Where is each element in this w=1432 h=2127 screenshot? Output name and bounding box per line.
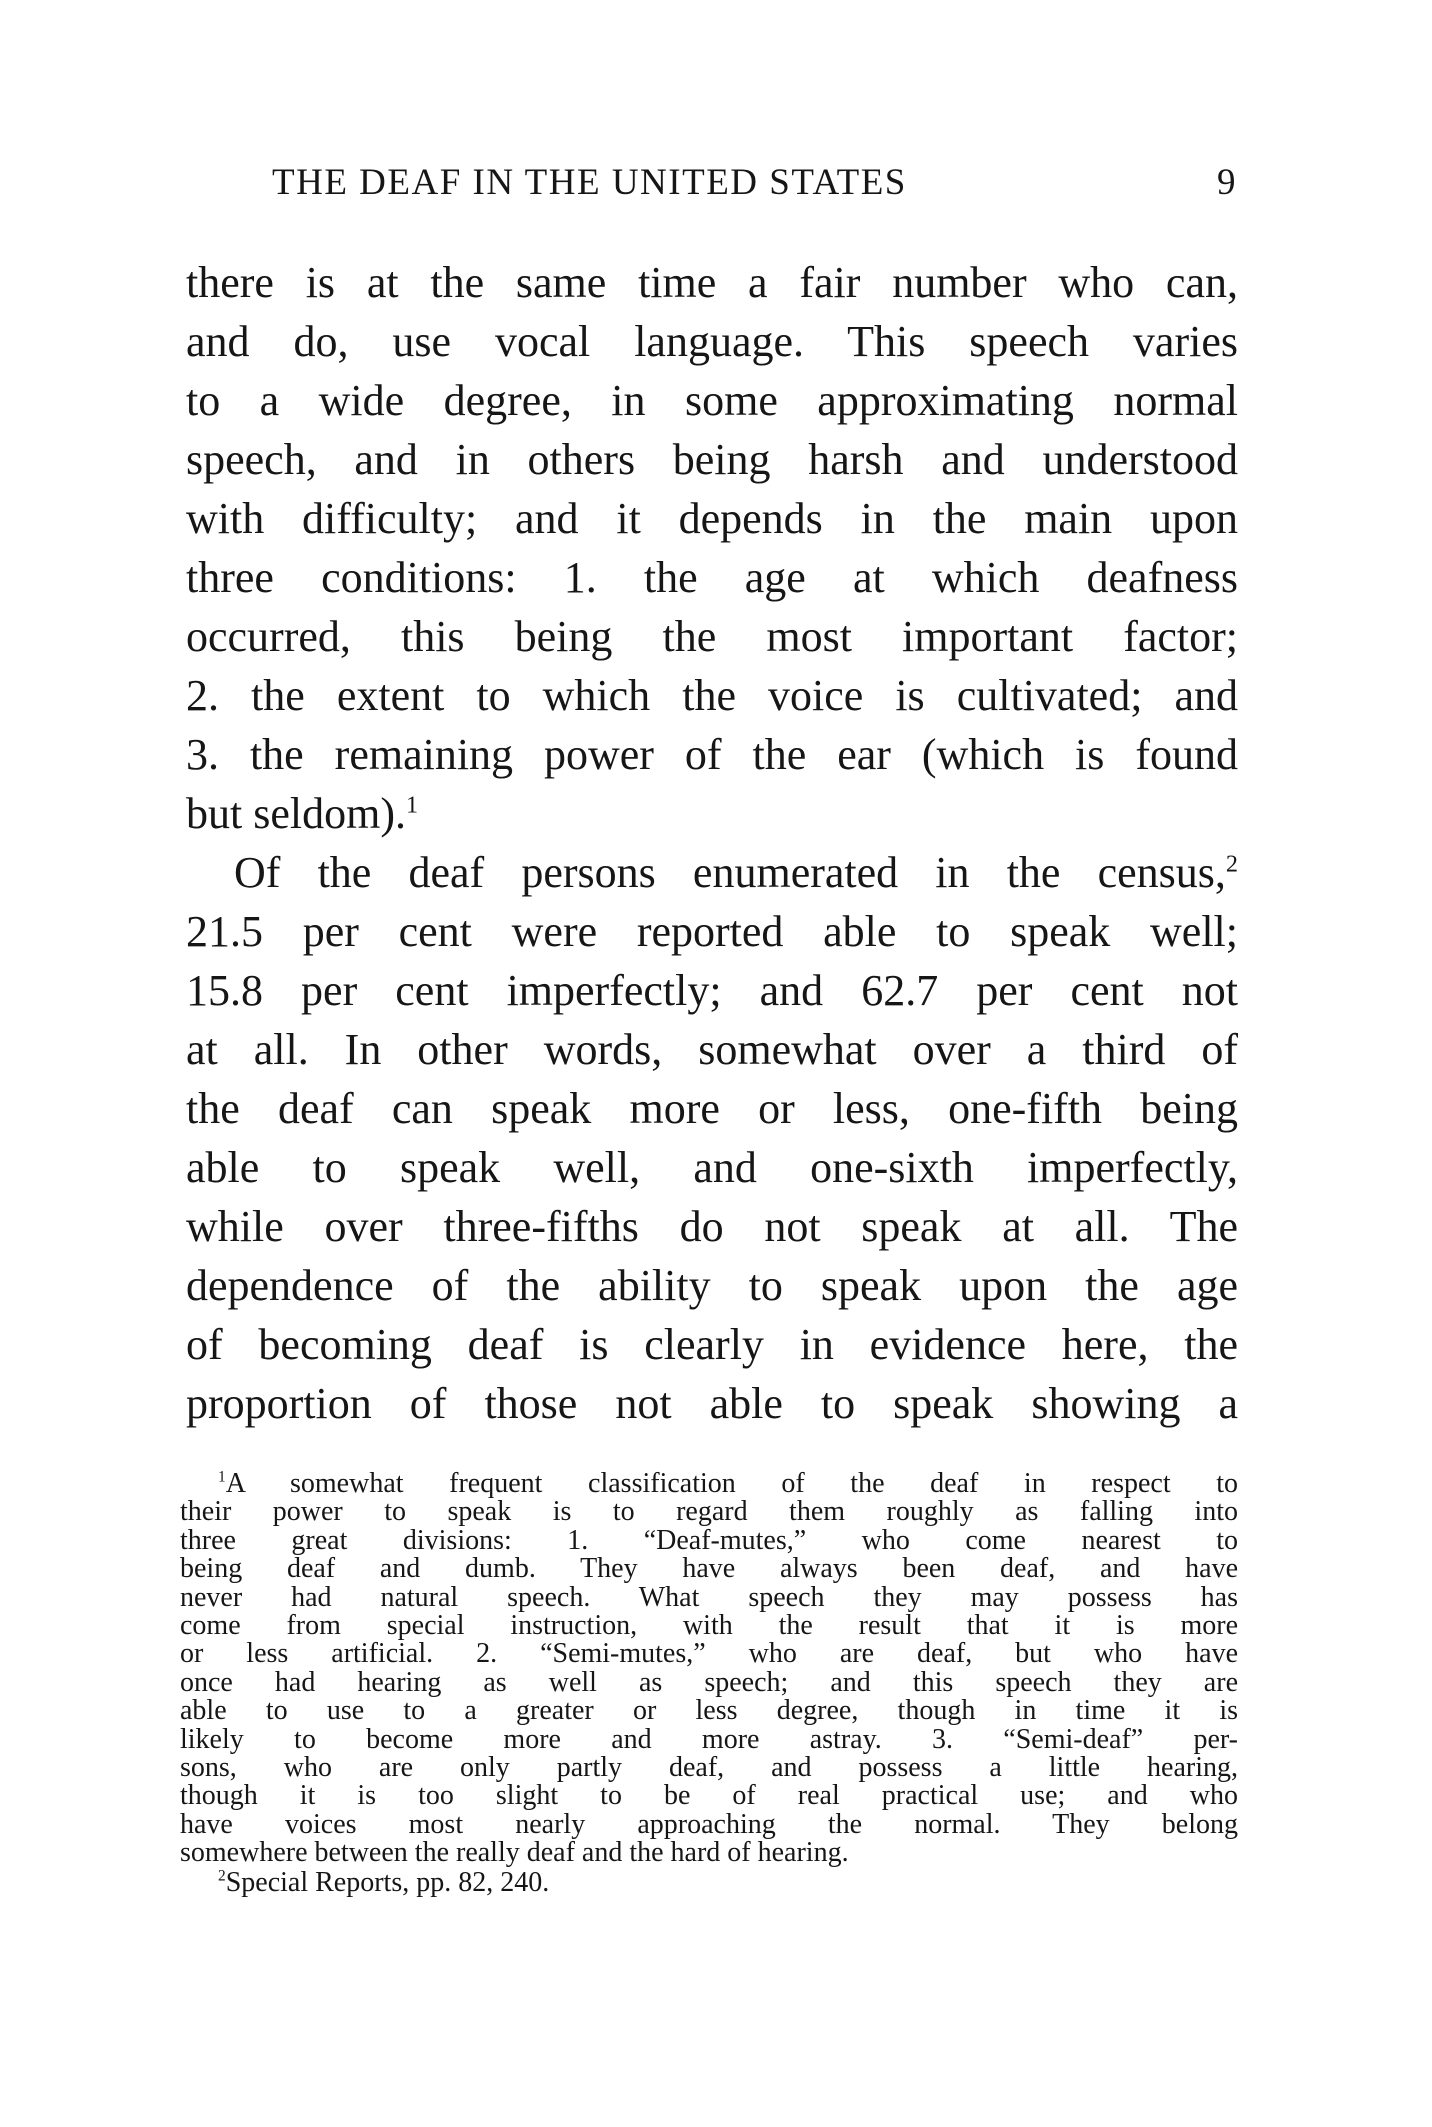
body-line-text: but seldom).: [186, 789, 406, 838]
body-line: with difficulty; and it depends in the main upon: [186, 494, 1238, 543]
footnote-1-marker: 1: [218, 1468, 226, 1486]
footnote-line: once had hearing as well as speech; and this speech they are: [180, 1666, 1238, 1698]
footnote-line: three great divisions: 1. “Deaf-mutes,” who come nearest to: [180, 1524, 1238, 1556]
body-line: able to speak well, and one-sixth imperfectly,: [186, 1143, 1238, 1192]
footnote-line: somewhere between the really deaf and the hard of hearing.: [180, 1837, 849, 1869]
body-line: three conditions: 1. the age at which deafness: [186, 553, 1238, 602]
footnote-line-text: Special Reports, pp. 82, 240.: [225, 1867, 550, 1899]
footnote-line: likely to become more and more astray. 3. “Semi-deaf” per-: [180, 1723, 1238, 1755]
body-line-paragraph-end: [186, 784, 1238, 843]
body-line: proportion of those not able to speak showing a: [186, 1379, 1238, 1428]
footnote-line: able to use to a greater or less degree, though in time it is: [180, 1695, 1238, 1727]
body-line: the deaf can speak more or less, one-fifth being: [186, 1084, 1238, 1133]
footnote-2: [180, 1869, 1238, 1897]
body-line: and do, use vocal language. This speech varies: [186, 317, 1238, 366]
footnote-line: have voices most nearly approaching the normal. They belong: [180, 1808, 1238, 1840]
footnotes: [180, 1470, 1238, 1898]
body-line-text: Of the deaf persons enumerated in the census,: [234, 848, 1226, 897]
page-number: 9: [1217, 162, 1237, 203]
running-head: [272, 158, 1237, 208]
footnote-line: never had natural speech. What speech they may possess has: [180, 1581, 1238, 1613]
footnote-line: though it is too slight to be of real practical use; and who: [180, 1780, 1238, 1812]
body-line: 3. the remaining power of the ear (which is found: [186, 730, 1238, 779]
footnote-2-marker: 2: [218, 1868, 226, 1886]
footnote-line: their power to speak is to regard them roughly as falling into: [180, 1496, 1238, 1528]
footnote-1: [180, 1470, 1238, 1867]
body-line: 2. the extent to which the voice is cultivated; and: [186, 671, 1238, 720]
body-line: speech, and in others being harsh and understood: [186, 435, 1238, 484]
body-line: at all. In other words, somewhat over a third of: [186, 1025, 1238, 1074]
body-line-paragraph-start: [186, 843, 1238, 902]
footnote-line: being deaf and dumb. They have always been deaf, and have: [180, 1553, 1238, 1585]
body-line: 15.8 per cent imperfectly; and 62.7 per cent not: [186, 966, 1238, 1015]
body-line: there is at the same time a fair number who can,: [186, 258, 1238, 307]
body-line: of becoming deaf is clearly in evidence here, the: [186, 1320, 1238, 1369]
footnote-line: come from special instruction, with the result that it is more: [180, 1609, 1238, 1641]
footnote-ref-2[interactable]: 2: [1225, 850, 1238, 878]
footnote-line: or less artificial. 2. “Semi-mutes,” who are deaf, but who have: [180, 1638, 1238, 1670]
body-line: occurred, this being the most important factor;: [186, 612, 1238, 661]
footnote-line-text: A somewhat frequent classification of the deaf in respect to: [225, 1468, 1238, 1499]
body-line: dependence of the ability to speak upon the age: [186, 1261, 1238, 1310]
footnote-line: [180, 1470, 1238, 1498]
running-head-title: THE DEAF IN THE UNITED STATES: [272, 162, 907, 203]
body-line: 21.5 per cent were reported able to speak well;: [186, 907, 1238, 956]
body-line: while over three-fifths do not speak at all. The: [186, 1202, 1238, 1251]
footnote-line: [180, 1869, 1238, 1897]
footnote-line: sons, who are only partly deaf, and possess a little hearing,: [180, 1751, 1238, 1783]
body-line: to a wide degree, in some approximating normal: [186, 376, 1238, 425]
footnote-ref-1[interactable]: 1: [405, 791, 419, 819]
body-text: [186, 253, 1238, 1433]
